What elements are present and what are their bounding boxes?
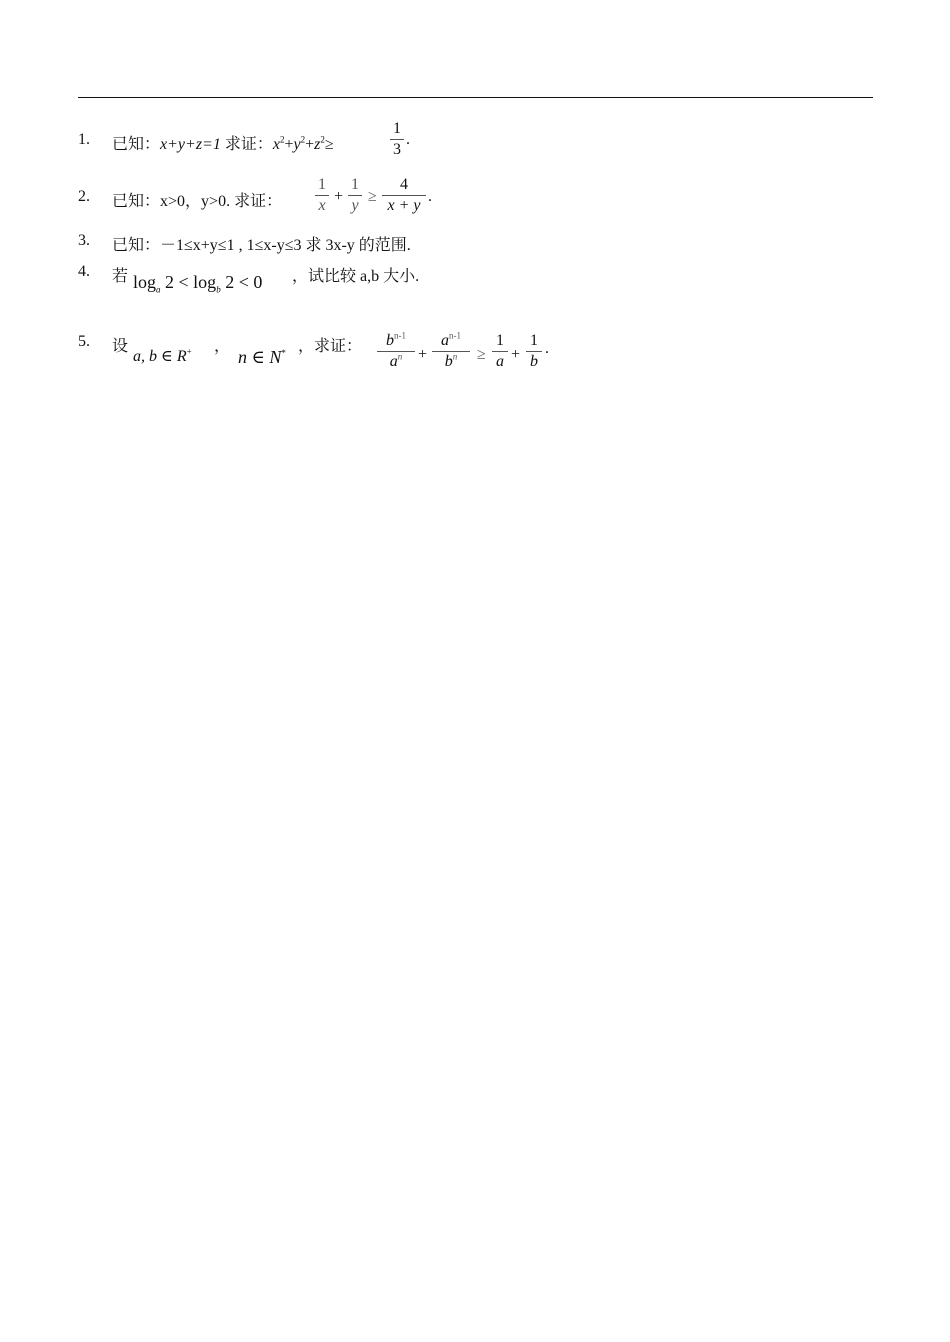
fraction-one-third: 1 3: [390, 120, 404, 159]
geq-sign: ≥: [477, 346, 486, 363]
problem-tail: ，试比较 a,b 大小.: [292, 268, 420, 285]
log-inequality: $\log_a 2 < \log_b 2 < 0$: [133, 272, 263, 295]
fraction-a-pow-over-b-pow: $a^{n-1}$ $b^n$: [432, 332, 470, 371]
problem-text: 已知：－1≤x+y≤1 , 1≤x-y≤3 求 3x-y 的范围.: [112, 237, 411, 254]
problem-number: 1.: [78, 131, 90, 148]
problem-number: 2.: [78, 188, 90, 205]
lead-text: 若: [112, 268, 129, 285]
lead-text: 已知：: [112, 193, 161, 210]
lead-text: 已知：: [112, 136, 161, 153]
condition-ab-in-R: a, b ∈ R+: [133, 346, 192, 365]
prove-label: ，求证：: [298, 338, 363, 355]
geq-sign: ≥: [368, 188, 377, 205]
given-equation: x+y+z=1: [160, 136, 221, 153]
header-rule: [78, 97, 873, 98]
fraction-b-pow-over-a-pow: $b^{n-1}$ $a^n$: [377, 332, 415, 371]
lead-text: 设: [112, 338, 129, 355]
fraction-1-over-x: 1 x: [315, 176, 329, 215]
fraction-1-over-a: 1 a: [492, 332, 508, 371]
condition-n-in-N: n ∈ N*: [238, 347, 286, 367]
fraction-4-over-x-plus-y: 4 x + y: [382, 176, 426, 215]
prove-label: 求证：: [234, 193, 283, 210]
problem-number: 4.: [78, 263, 90, 280]
problem-number: 3.: [78, 232, 90, 249]
fraction-1-over-b: 1 b: [526, 332, 542, 371]
problem-number: 5.: [78, 333, 90, 350]
geq-sign: ≥: [324, 136, 334, 153]
prove-label: 求证：: [224, 136, 273, 153]
fraction-1-over-y: 1 y: [348, 176, 362, 215]
given-text: x>0，y>0.: [160, 193, 231, 210]
